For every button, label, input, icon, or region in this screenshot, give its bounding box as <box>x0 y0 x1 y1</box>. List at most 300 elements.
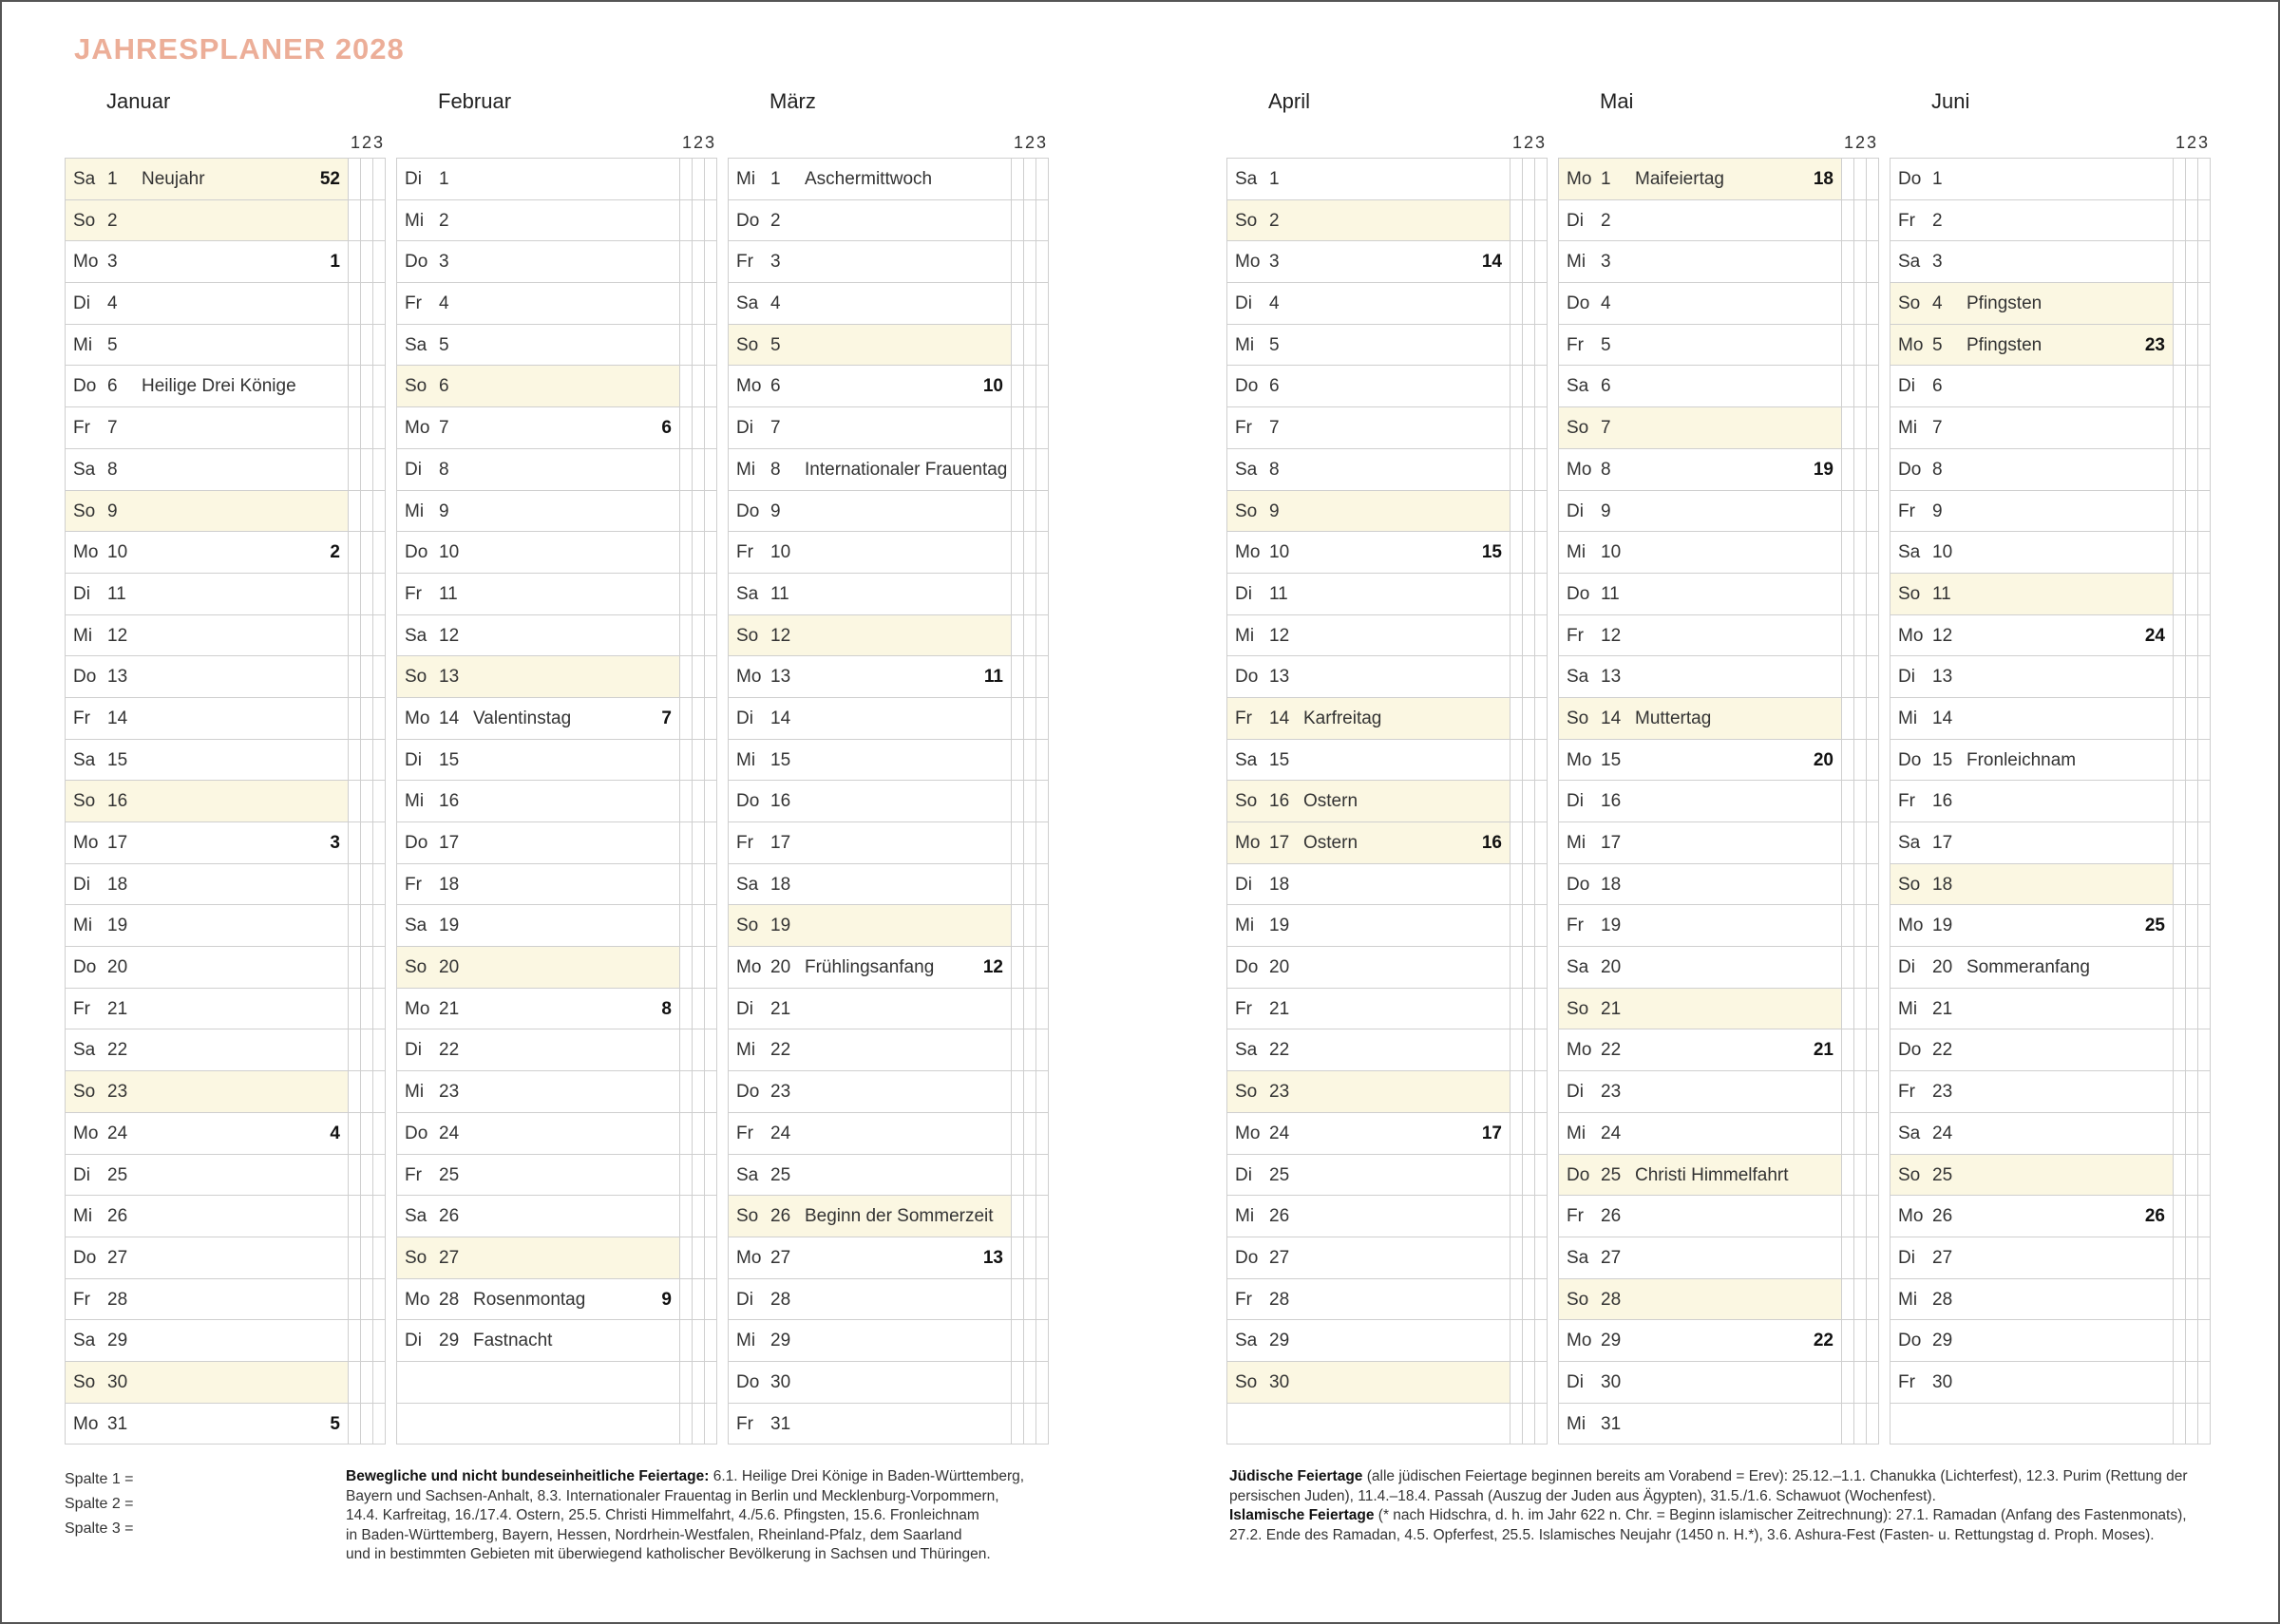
spalte-cell[interactable] <box>705 947 717 988</box>
spalte-cell[interactable] <box>1842 656 1854 697</box>
day-row[interactable] <box>1559 1113 1879 1155</box>
spalte-cell[interactable] <box>2186 781 2198 821</box>
day-cell[interactable] <box>397 283 680 324</box>
spalte-cell[interactable] <box>1024 1196 1036 1237</box>
day-row[interactable] <box>1559 532 1879 574</box>
day-cell[interactable] <box>397 656 680 697</box>
day-cell[interactable] <box>397 366 680 406</box>
day-cell[interactable] <box>1890 615 2174 656</box>
spalte-cell[interactable] <box>2174 905 2186 946</box>
spalte-cell[interactable] <box>1036 864 1049 905</box>
spalte-cell[interactable] <box>1867 1320 1879 1361</box>
spalte-cell[interactable] <box>1867 947 1879 988</box>
spalte-cell[interactable] <box>1535 698 1548 739</box>
spalte-cell[interactable] <box>2198 1113 2211 1154</box>
spalte-cell[interactable] <box>361 698 373 739</box>
day-row[interactable] <box>1890 864 2211 906</box>
spalte-cell[interactable] <box>1510 325 1523 366</box>
day-cell[interactable] <box>66 283 349 324</box>
spalte-cell[interactable] <box>705 822 717 863</box>
spalte-cell[interactable] <box>705 1113 717 1154</box>
spalte-cell[interactable] <box>693 947 705 988</box>
spalte-cell[interactable] <box>1510 615 1523 656</box>
day-cell[interactable] <box>729 366 1012 406</box>
spalte-cell[interactable] <box>1842 1362 1854 1403</box>
spalte-cell[interactable] <box>1036 407 1049 448</box>
day-cell[interactable] <box>397 449 680 490</box>
day-row[interactable] <box>1890 947 2211 989</box>
day-cell[interactable] <box>729 241 1012 282</box>
day-row[interactable] <box>729 822 1049 864</box>
day-cell[interactable] <box>397 159 680 199</box>
spalte-cell[interactable] <box>1523 1320 1535 1361</box>
spalte-cell[interactable] <box>1523 574 1535 614</box>
day-cell[interactable] <box>1227 200 1510 241</box>
spalte-cell[interactable] <box>1867 366 1879 406</box>
spalte-cell[interactable] <box>361 947 373 988</box>
day-cell[interactable] <box>66 822 349 863</box>
spalte-cell[interactable] <box>693 1279 705 1320</box>
day-row[interactable] <box>1227 574 1548 615</box>
day-cell[interactable] <box>66 905 349 946</box>
spalte-cell[interactable] <box>1012 864 1024 905</box>
day-row[interactable] <box>1227 947 1548 989</box>
day-cell[interactable] <box>66 1320 349 1361</box>
spalte-cell[interactable] <box>1523 449 1535 490</box>
spalte-cell[interactable] <box>1854 159 1867 199</box>
spalte-cell[interactable] <box>1854 656 1867 697</box>
spalte-cell[interactable] <box>680 1071 693 1112</box>
spalte-cell[interactable] <box>693 1029 705 1070</box>
day-cell[interactable] <box>397 781 680 821</box>
day-cell[interactable] <box>729 159 1012 199</box>
day-row[interactable] <box>1890 740 2211 782</box>
spalte-cell[interactable] <box>2198 1029 2211 1070</box>
spalte-cell[interactable] <box>361 283 373 324</box>
spalte-cell[interactable] <box>2186 615 2198 656</box>
spalte-cell[interactable] <box>2198 905 2211 946</box>
spalte-cell[interactable] <box>361 159 373 199</box>
day-row[interactable] <box>66 1237 386 1279</box>
spalte-cell[interactable] <box>2198 615 2211 656</box>
spalte-cell[interactable] <box>1036 1071 1049 1112</box>
day-row[interactable] <box>66 615 386 657</box>
spalte-cell[interactable] <box>349 615 361 656</box>
day-row[interactable] <box>729 1029 1049 1071</box>
spalte-cell[interactable] <box>2186 1237 2198 1278</box>
spalte-cell[interactable] <box>373 781 386 821</box>
spalte-cell[interactable] <box>2186 989 2198 1029</box>
spalte-cell[interactable] <box>1510 947 1523 988</box>
day-row[interactable] <box>66 1029 386 1071</box>
spalte-cell[interactable] <box>1036 1029 1049 1070</box>
spalte-cell[interactable] <box>1854 698 1867 739</box>
spalte-cell[interactable] <box>705 905 717 946</box>
spalte-cell[interactable] <box>1854 1071 1867 1112</box>
spalte-cell[interactable] <box>361 407 373 448</box>
day-cell[interactable] <box>729 1029 1012 1070</box>
day-cell[interactable] <box>397 615 680 656</box>
day-row[interactable] <box>1890 822 2211 864</box>
spalte-cell[interactable] <box>1854 241 1867 282</box>
day-cell[interactable] <box>1227 1029 1510 1070</box>
day-row[interactable] <box>1890 449 2211 491</box>
spalte-cell[interactable] <box>373 366 386 406</box>
spalte-cell[interactable] <box>1842 325 1854 366</box>
spalte-cell[interactable] <box>1012 325 1024 366</box>
spalte-cell[interactable] <box>1842 1029 1854 1070</box>
spalte-cell[interactable] <box>1867 656 1879 697</box>
spalte-cell[interactable] <box>1510 1196 1523 1237</box>
spalte-cell[interactable] <box>1867 822 1879 863</box>
spalte-cell[interactable] <box>1535 740 1548 781</box>
spalte-cell[interactable] <box>705 241 717 282</box>
day-cell[interactable] <box>1559 1113 1842 1154</box>
spalte-cell[interactable] <box>1024 1155 1036 1196</box>
spalte-cell[interactable] <box>1036 200 1049 241</box>
spalte-cell[interactable] <box>680 615 693 656</box>
spalte-cell[interactable] <box>2198 698 2211 739</box>
day-cell[interactable] <box>729 1362 1012 1403</box>
day-row[interactable] <box>66 283 386 325</box>
spalte-cell[interactable] <box>1036 740 1049 781</box>
spalte-cell[interactable] <box>1854 1029 1867 1070</box>
spalte-cell[interactable] <box>1024 740 1036 781</box>
day-row[interactable] <box>66 366 386 407</box>
day-row[interactable] <box>1890 905 2211 947</box>
spalte-cell[interactable] <box>680 740 693 781</box>
day-row[interactable] <box>1890 532 2211 574</box>
spalte-cell[interactable] <box>1510 407 1523 448</box>
day-cell[interactable] <box>1559 574 1842 614</box>
spalte-cell[interactable] <box>1012 1155 1024 1196</box>
day-cell[interactable] <box>66 1404 349 1445</box>
spalte-cell[interactable] <box>1523 781 1535 821</box>
spalte-cell[interactable] <box>1012 1320 1024 1361</box>
spalte-cell[interactable] <box>1523 200 1535 241</box>
day-cell[interactable] <box>1559 1362 1842 1403</box>
spalte-cell[interactable] <box>1036 1237 1049 1278</box>
spalte-cell[interactable] <box>2186 656 2198 697</box>
spalte-cell[interactable] <box>2186 159 2198 199</box>
day-row[interactable] <box>397 1113 717 1155</box>
spalte-cell[interactable] <box>361 1071 373 1112</box>
day-row[interactable] <box>1227 864 1548 906</box>
day-row[interactable] <box>1559 200 1879 242</box>
spalte-cell[interactable] <box>361 989 373 1029</box>
day-cell[interactable] <box>1559 1071 1842 1112</box>
day-row[interactable] <box>729 325 1049 367</box>
day-cell[interactable] <box>1227 491 1510 532</box>
spalte-cell[interactable] <box>2174 656 2186 697</box>
spalte-cell[interactable] <box>2174 781 2186 821</box>
day-row[interactable] <box>1227 200 1548 242</box>
spalte-cell[interactable] <box>2174 200 2186 241</box>
spalte-cell[interactable] <box>1510 1362 1523 1403</box>
day-cell[interactable] <box>729 283 1012 324</box>
day-row[interactable] <box>1227 366 1548 407</box>
day-row[interactable] <box>1227 1029 1548 1071</box>
day-row[interactable] <box>1559 449 1879 491</box>
spalte-cell[interactable] <box>1510 1029 1523 1070</box>
day-cell[interactable] <box>397 1071 680 1112</box>
spalte-cell[interactable] <box>1867 241 1879 282</box>
spalte-cell[interactable] <box>1854 283 1867 324</box>
day-cell[interactable] <box>1227 1279 1510 1320</box>
spalte-cell[interactable] <box>361 491 373 532</box>
spalte-cell[interactable] <box>1535 574 1548 614</box>
day-cell[interactable] <box>397 989 680 1029</box>
day-row[interactable] <box>729 407 1049 449</box>
day-cell[interactable] <box>66 1362 349 1403</box>
day-cell[interactable] <box>1890 1113 2174 1154</box>
spalte-cell[interactable] <box>1024 325 1036 366</box>
spalte-cell[interactable] <box>349 366 361 406</box>
day-cell[interactable] <box>729 325 1012 366</box>
day-cell[interactable] <box>66 781 349 821</box>
day-cell[interactable] <box>66 366 349 406</box>
day-row[interactable] <box>397 1029 717 1071</box>
spalte-cell[interactable] <box>1024 200 1036 241</box>
day-row[interactable] <box>729 449 1049 491</box>
day-row[interactable] <box>66 905 386 947</box>
day-row[interactable] <box>1890 200 2211 242</box>
day-cell[interactable] <box>397 1113 680 1154</box>
day-row[interactable] <box>1559 781 1879 822</box>
spalte-cell[interactable] <box>361 1404 373 1445</box>
spalte-cell[interactable] <box>705 1155 717 1196</box>
spalte-cell[interactable] <box>1024 1071 1036 1112</box>
spalte-cell[interactable] <box>2186 1404 2198 1445</box>
spalte-cell[interactable] <box>1842 740 1854 781</box>
spalte-cell[interactable] <box>1867 781 1879 821</box>
spalte-cell[interactable] <box>1867 615 1879 656</box>
spalte-cell[interactable] <box>705 615 717 656</box>
spalte-cell[interactable] <box>2186 740 2198 781</box>
day-cell[interactable] <box>1890 325 2174 366</box>
day-row[interactable] <box>1890 1155 2211 1197</box>
day-cell[interactable] <box>1559 615 1842 656</box>
day-cell[interactable] <box>1559 1196 1842 1237</box>
spalte-cell[interactable] <box>693 1155 705 1196</box>
spalte-cell[interactable] <box>2186 1029 2198 1070</box>
spalte-cell[interactable] <box>2174 615 2186 656</box>
day-cell[interactable] <box>66 1237 349 1278</box>
spalte-cell[interactable] <box>693 1113 705 1154</box>
spalte-cell[interactable] <box>1523 698 1535 739</box>
day-row[interactable] <box>1559 159 1879 200</box>
spalte-cell[interactable] <box>1036 283 1049 324</box>
day-row[interactable] <box>1890 407 2211 449</box>
spalte-cell[interactable] <box>1024 989 1036 1029</box>
spalte-cell[interactable] <box>1024 366 1036 406</box>
spalte-cell[interactable] <box>2198 740 2211 781</box>
spalte-cell[interactable] <box>705 200 717 241</box>
spalte-cell[interactable] <box>1012 905 1024 946</box>
day-row[interactable] <box>397 241 717 283</box>
spalte-cell[interactable] <box>1535 532 1548 573</box>
spalte-cell[interactable] <box>1854 822 1867 863</box>
day-row[interactable] <box>66 491 386 533</box>
day-cell[interactable] <box>1559 1320 1842 1361</box>
spalte-cell[interactable] <box>1012 1029 1024 1070</box>
spalte-cell[interactable] <box>2198 656 2211 697</box>
day-cell[interactable] <box>1890 1196 2174 1237</box>
spalte-cell[interactable] <box>705 698 717 739</box>
day-row[interactable] <box>1890 781 2211 822</box>
spalte-cell[interactable] <box>1535 1029 1548 1070</box>
day-row[interactable] <box>1559 864 1879 906</box>
day-row[interactable] <box>66 159 386 200</box>
day-cell[interactable] <box>397 532 680 573</box>
spalte-cell[interactable] <box>1510 283 1523 324</box>
day-row[interactable] <box>66 1404 386 1445</box>
spalte-cell[interactable] <box>349 159 361 199</box>
spalte-cell[interactable] <box>693 1404 705 1445</box>
spalte-cell[interactable] <box>1024 532 1036 573</box>
spalte-cell[interactable] <box>1854 615 1867 656</box>
spalte-cell[interactable] <box>2174 283 2186 324</box>
day-cell[interactable] <box>397 1237 680 1278</box>
day-cell[interactable] <box>1227 698 1510 739</box>
day-cell[interactable] <box>1227 325 1510 366</box>
spalte-cell[interactable] <box>680 1279 693 1320</box>
spalte-cell[interactable] <box>349 822 361 863</box>
day-cell[interactable] <box>66 740 349 781</box>
spalte-cell[interactable] <box>361 200 373 241</box>
spalte-cell[interactable] <box>1024 1279 1036 1320</box>
spalte-cell[interactable] <box>1535 407 1548 448</box>
spalte-cell[interactable] <box>349 407 361 448</box>
spalte-cell[interactable] <box>361 781 373 821</box>
spalte-cell[interactable] <box>349 574 361 614</box>
day-row[interactable] <box>1227 449 1548 491</box>
spalte-cell[interactable] <box>1012 1196 1024 1237</box>
spalte-cell[interactable] <box>680 905 693 946</box>
day-row[interactable] <box>729 1404 1049 1445</box>
spalte-cell[interactable] <box>1535 325 1548 366</box>
day-row[interactable] <box>1559 615 1879 657</box>
spalte-cell[interactable] <box>2174 491 2186 532</box>
day-cell[interactable] <box>1559 698 1842 739</box>
spalte-cell[interactable] <box>1867 905 1879 946</box>
spalte-cell[interactable] <box>2174 1029 2186 1070</box>
spalte-cell[interactable] <box>705 864 717 905</box>
day-cell[interactable] <box>1227 989 1510 1029</box>
spalte-cell[interactable] <box>1867 407 1879 448</box>
spalte-cell[interactable] <box>680 1320 693 1361</box>
spalte-cell[interactable] <box>1036 1320 1049 1361</box>
day-row[interactable] <box>1227 1155 1548 1197</box>
day-cell[interactable] <box>397 740 680 781</box>
spalte-cell[interactable] <box>1024 698 1036 739</box>
spalte-cell[interactable] <box>1842 449 1854 490</box>
spalte-cell[interactable] <box>361 1029 373 1070</box>
spalte-cell[interactable] <box>693 200 705 241</box>
spalte-cell[interactable] <box>1854 1196 1867 1237</box>
spalte-cell[interactable] <box>705 491 717 532</box>
spalte-cell[interactable] <box>1024 491 1036 532</box>
spalte-cell[interactable] <box>1024 864 1036 905</box>
spalte-cell[interactable] <box>373 656 386 697</box>
spalte-cell[interactable] <box>680 200 693 241</box>
spalte-cell[interactable] <box>1510 781 1523 821</box>
spalte-cell[interactable] <box>1523 1196 1535 1237</box>
spalte-cell[interactable] <box>1036 947 1049 988</box>
spalte-cell[interactable] <box>705 1029 717 1070</box>
spalte-cell[interactable] <box>1854 1320 1867 1361</box>
day-cell[interactable] <box>729 449 1012 490</box>
day-cell[interactable] <box>397 1279 680 1320</box>
day-row[interactable] <box>397 615 717 657</box>
day-row[interactable] <box>397 1279 717 1321</box>
day-cell[interactable] <box>1227 1237 1510 1278</box>
day-row[interactable] <box>66 1155 386 1197</box>
spalte-cell[interactable] <box>1867 698 1879 739</box>
spalte-cell[interactable] <box>1842 241 1854 282</box>
spalte-cell[interactable] <box>1012 1404 1024 1445</box>
day-row[interactable] <box>1890 1320 2211 1362</box>
day-row[interactable] <box>66 822 386 864</box>
spalte-cell[interactable] <box>2174 532 2186 573</box>
day-cell[interactable] <box>397 1404 680 1445</box>
spalte-cell[interactable] <box>1510 989 1523 1029</box>
spalte-cell[interactable] <box>1036 1113 1049 1154</box>
spalte-cell[interactable] <box>1535 1237 1548 1278</box>
day-cell[interactable] <box>66 1113 349 1154</box>
day-cell[interactable] <box>66 159 349 199</box>
spalte-cell[interactable] <box>1867 491 1879 532</box>
day-cell[interactable] <box>729 1113 1012 1154</box>
day-row[interactable] <box>1227 407 1548 449</box>
day-cell[interactable] <box>66 241 349 282</box>
day-row[interactable] <box>1227 781 1548 822</box>
spalte-cell[interactable] <box>1024 283 1036 324</box>
day-row[interactable] <box>397 491 717 533</box>
day-row[interactable] <box>729 1362 1049 1404</box>
spalte-cell[interactable] <box>1867 1029 1879 1070</box>
spalte-cell[interactable] <box>1523 407 1535 448</box>
day-row[interactable] <box>729 1155 1049 1197</box>
spalte-cell[interactable] <box>373 574 386 614</box>
spalte-cell[interactable] <box>680 491 693 532</box>
spalte-cell[interactable] <box>1024 449 1036 490</box>
spalte-cell[interactable] <box>373 449 386 490</box>
spalte-cell[interactable] <box>705 656 717 697</box>
day-cell[interactable] <box>1227 947 1510 988</box>
spalte-cell[interactable] <box>1535 864 1548 905</box>
spalte-cell[interactable] <box>2198 1404 2211 1445</box>
spalte-cell[interactable] <box>705 532 717 573</box>
day-row[interactable] <box>1559 822 1879 864</box>
spalte-cell[interactable] <box>2174 864 2186 905</box>
day-row[interactable] <box>397 698 717 740</box>
spalte-cell[interactable] <box>373 947 386 988</box>
spalte-cell[interactable] <box>1842 574 1854 614</box>
spalte-cell[interactable] <box>693 574 705 614</box>
day-cell[interactable] <box>1227 1071 1510 1112</box>
day-cell[interactable] <box>729 407 1012 448</box>
spalte-cell[interactable] <box>1842 200 1854 241</box>
spalte-cell[interactable] <box>1854 1155 1867 1196</box>
spalte-cell[interactable] <box>705 283 717 324</box>
spalte-cell[interactable] <box>1854 1113 1867 1154</box>
spalte-cell[interactable] <box>1523 1404 1535 1445</box>
spalte-cell[interactable] <box>349 781 361 821</box>
spalte-cell[interactable] <box>2198 1320 2211 1361</box>
day-cell[interactable] <box>1559 781 1842 821</box>
day-row[interactable] <box>729 740 1049 782</box>
